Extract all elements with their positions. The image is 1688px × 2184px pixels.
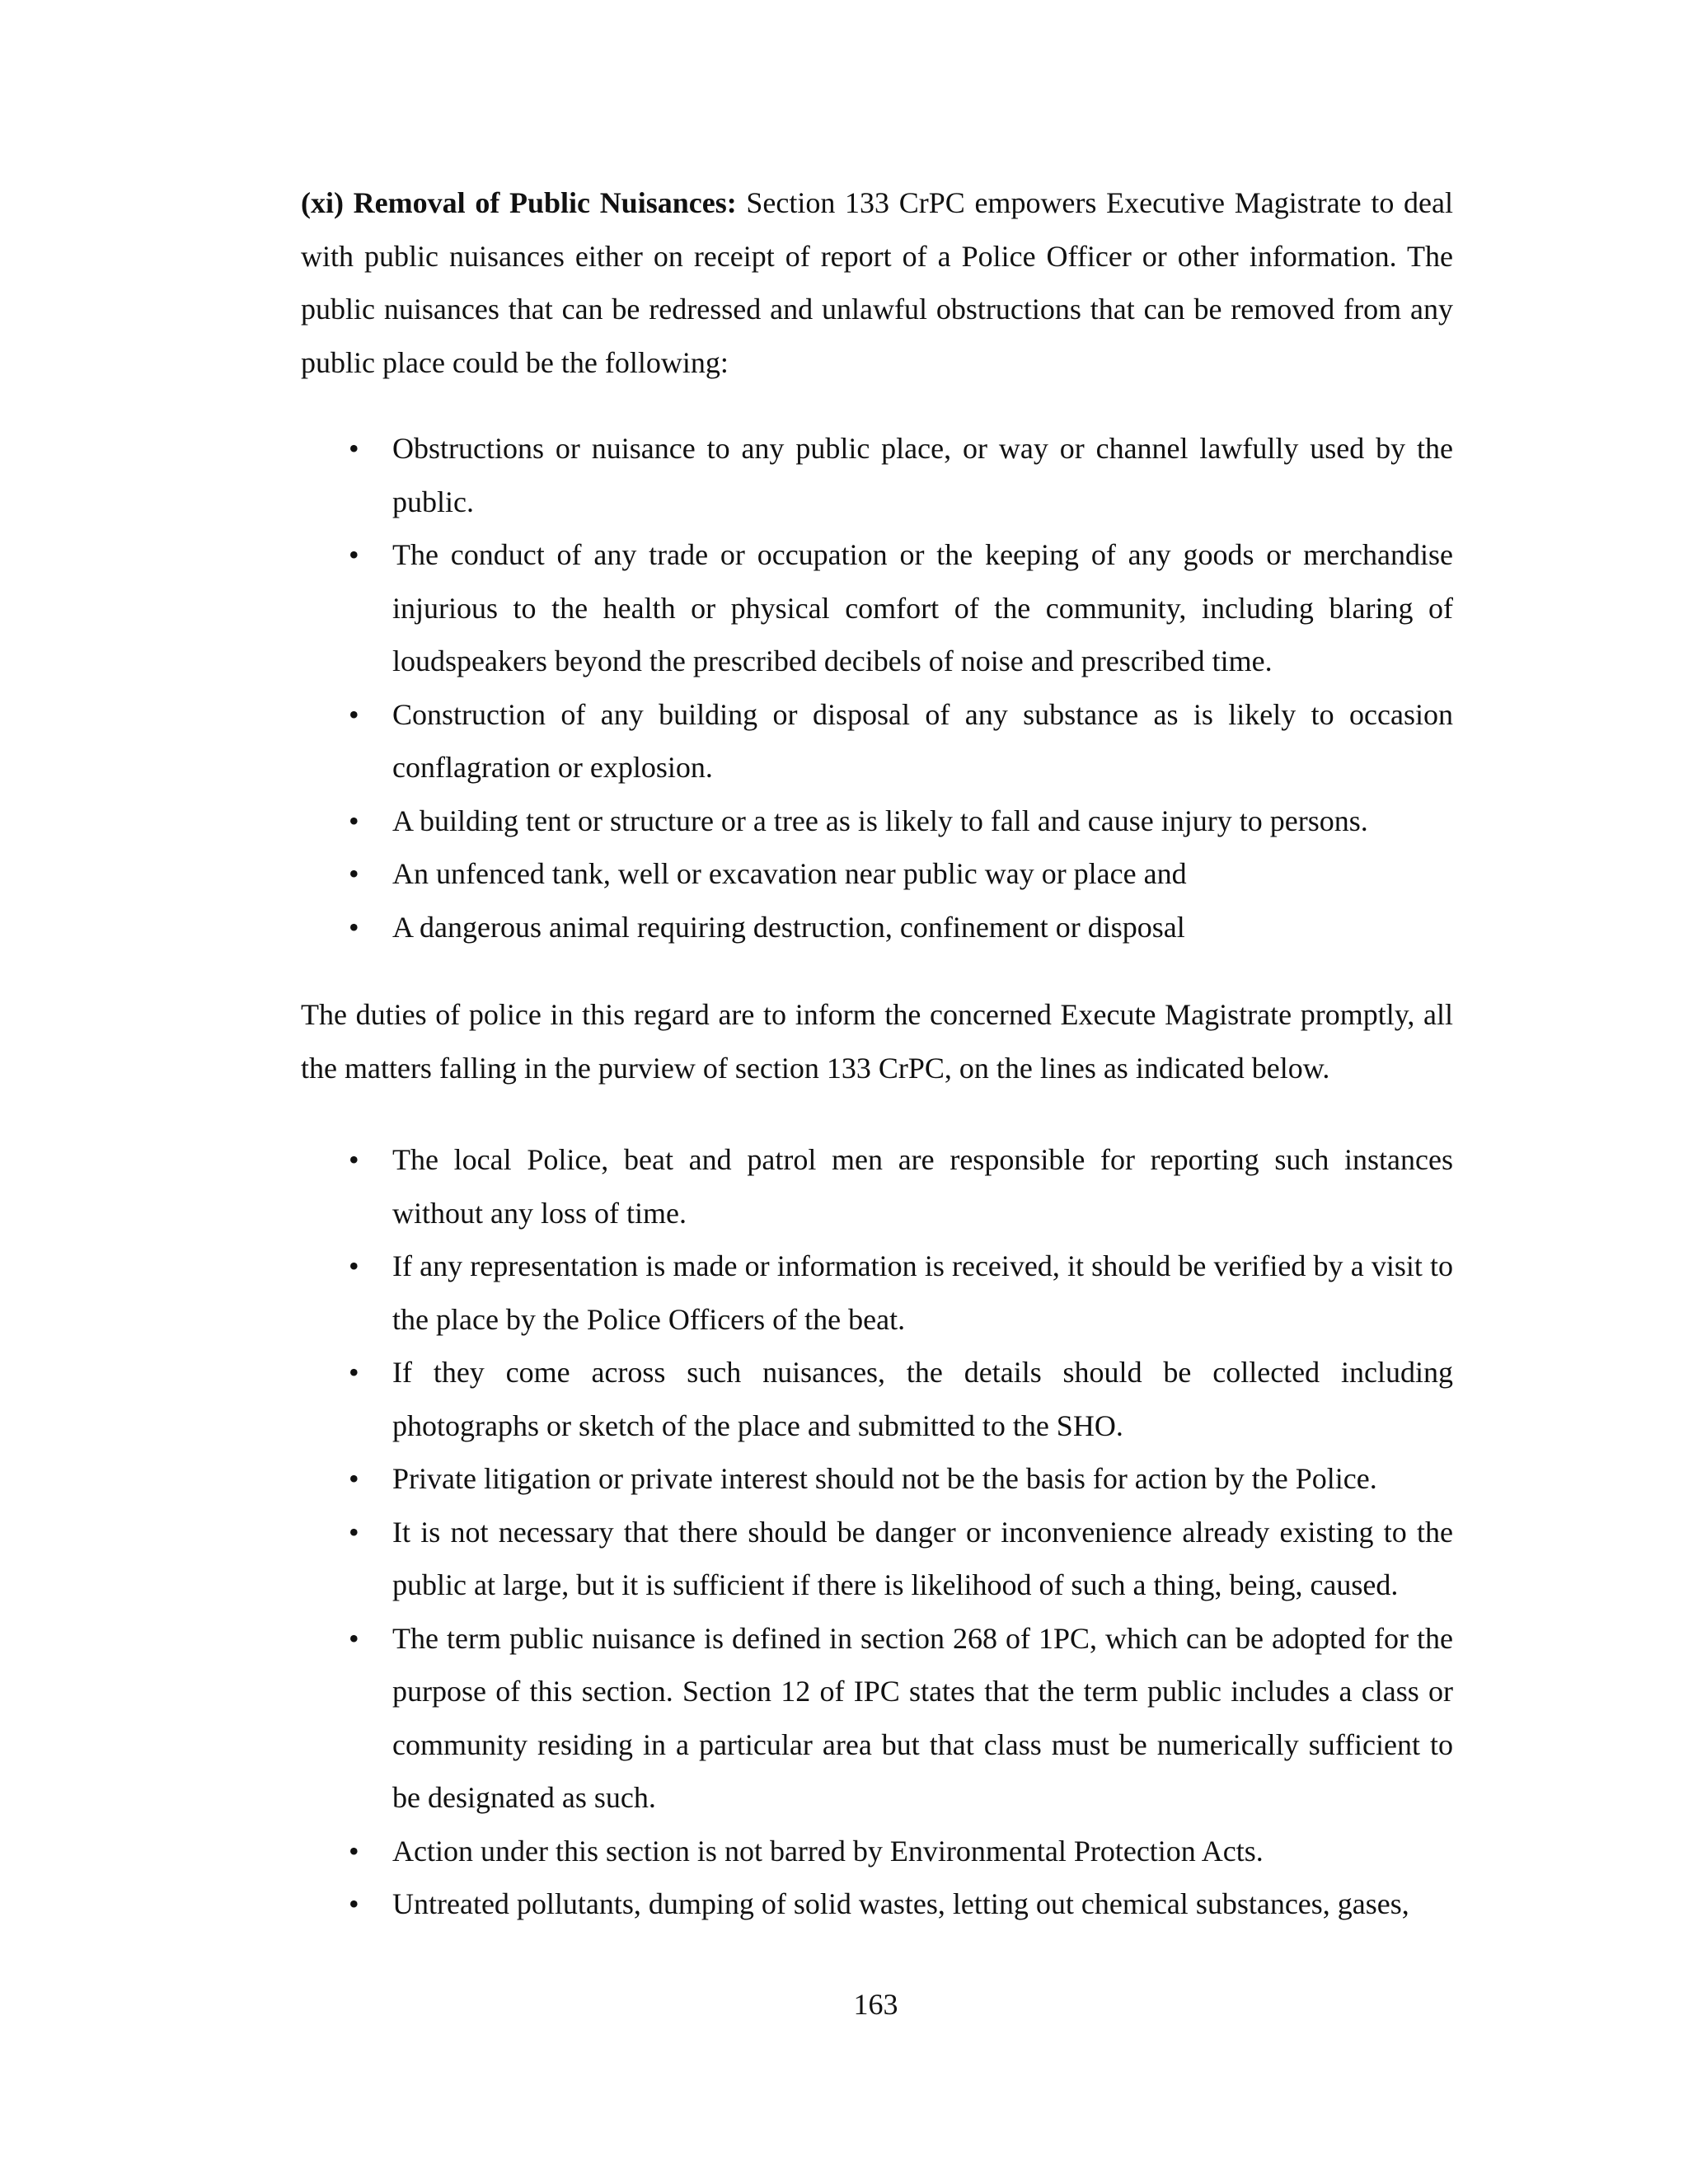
nuisance-list-item: • An unfenced tank, well or excavation near public way or place and <box>301 847 1453 901</box>
duties-list-item: • The local Police, beat and patrol men are responsible for reporting such instances without any loss of time. <box>301 1133 1453 1240</box>
nuisance-list-item: • Obstructions or nuisance to any public place, or way or channel lawfully used by the public. <box>301 422 1453 528</box>
duties-list <box>301 1133 1453 1931</box>
page-content <box>301 176 1453 1931</box>
nuisance-list-item: • Construction of any building or disposal of any substance as is likely to occasion conflagration or explosion. <box>301 688 1453 794</box>
duties-list-item: • It is not necessary that there should be danger or inconvenience already existing to the public at large, but it is sufficient if there is likelihood of such a thing, being, caused. <box>301 1506 1453 1612</box>
duties-list-item: • Private litigation or private interest should not be the basis for action by the Police. <box>301 1452 1453 1506</box>
nuisance-list-item: • A dangerous animal requiring destruction, confinement or disposal <box>301 901 1453 954</box>
duties-list-item: • Untreated pollutants, dumping of solid wastes, letting out chemical substances, gases, <box>301 1877 1453 1931</box>
nuisance-list-item: • A building tent or structure or a tree as is likely to fall and cause injury to persons. <box>301 794 1453 848</box>
section-heading: (xi) Removal of Public Nuisances: <box>301 186 737 219</box>
duties-list-item: • If they come across such nuisances, the details should be collected including photographs or sketch of the place and submitted to the SHO. <box>301 1346 1453 1452</box>
nuisance-list-item: • The conduct of any trade or occupation or the keeping of any goods or merchandise injurious to the health or physical comfort of the community, including blaring of loudspeakers beyond the prescribed decibels of noise and prescribed time. <box>301 528 1453 688</box>
section-intro-text: Section 133 CrPC empowers Executive Magistrate to deal with public nuisances either on receipt of report of a Police Officer or other information. The public nuisances that can be redressed and unlawful obstructions that can be removed from any public place could be the following: <box>301 186 1453 379</box>
duties-list-item: • If any representation is made or information is received, it should be verified by a visit to the place by the Police Officers of the beat. <box>301 1240 1453 1346</box>
duties-list-item: • The term public nuisance is defined in section 268 of 1PC, which can be adopted for the purpose of this section. Section 12 of IPC states that the term public includes a class or community residing in a particular area but that class must be numerically sufficient to be designated as such. <box>301 1612 1453 1825</box>
page-number: 163 <box>853 1988 898 2021</box>
duties-paragraph: The duties of police in this regard are to inform the concerned Execute Magistrate promptly, all the matters falling in the purview of section 133 CrPC, on the lines as indicated below. <box>301 998 1453 1085</box>
section-intro-paragraph <box>301 176 1453 389</box>
duties-list-item: • Action under this section is not barred by Environmental Protection Acts. <box>301 1825 1453 1878</box>
nuisance-list <box>301 422 1453 954</box>
